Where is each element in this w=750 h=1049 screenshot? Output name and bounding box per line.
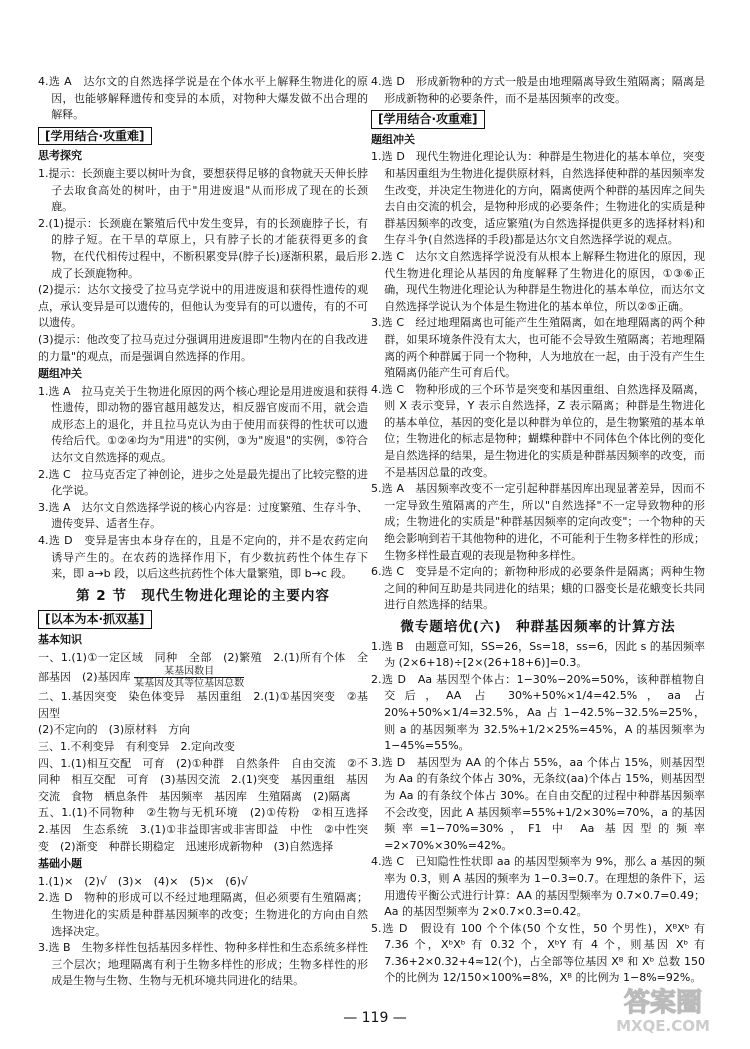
subheading: 基本知识	[38, 633, 82, 646]
section-heading: [学用结合·攻重难]	[38, 127, 152, 146]
answer-paragraph: (2)提示：达尔文接受了拉马克学说中的用进废退和获得性遗传的观点，承认变异是可以遗传的，但他认为变异有的可以遗传，有的不可以遗传。	[38, 283, 368, 330]
answer-paragraph: 1.提示：长颈鹿主要以树叶为食，要想获得足够的食物就天天伸长脖子去取食高处的树叶，由于"用进废退"从而形成了现在的长颈鹿。	[38, 166, 368, 214]
answer-paragraph: 1.选 B 由题意可知，SS=26，Ss=18，ss=6，因此 s 的基因频率为 (2×6+18)÷[2×(26+18+6)]=0.3。	[371, 639, 705, 670]
watermark-logo	[598, 981, 728, 1037]
answer-paragraph: 2.选 C 达尔文自然选择学说没有从根本上解释生物进化的原因，现代生物进化理论从基因的角度解释了生物进化的原因，①③⑥正确，现代生物进化理论认为种群是生物进化的基本单位，而达尔文自然选择学说认为个体是生物进化的基本单位，所以②⑤正确。	[371, 249, 705, 313]
watermark-line1: 答案圈	[623, 988, 703, 1018]
answer-paragraph: 4.选 D 形成新物种的方式一般是由地理隔离导致生殖隔离；隔离是形成新物种的必要条件，而不是基因频率的改变。	[371, 75, 705, 105]
subheading: 思考探究	[38, 149, 82, 163]
section-heading-text: 学用结合·攻重难	[383, 112, 473, 127]
answer-paragraph: 5.选 A 基因频率改变不一定引起种群基因库出现显著差异，因而不一定导致生殖隔离的产生，所以"自然选择"不一定导致物种的形成；生物进化的实质是"种群基因频率的定向改变"；一个物种的天绝会影响到若干其他物种的进化，不可能利于生物多样性的形成；生物多样性最直观的表现是物种多样性。	[371, 482, 705, 562]
answer-paragraph: 4.选 C 已知隐性性状即 aa 的基因型频率为 9%，那么 a 基因的频率为 0.3，则 A 基因的频率为 1−0.3=0.7。在理想的条件下，运用遗传平衡公式进行计算：AA 的基因型频率为 0.7×0.7=0.49；Aa 的基因型频率为 2×0.7×0.3=0.42。	[371, 855, 705, 919]
subheading: 基础小题	[38, 857, 82, 871]
section-heading: [以本为本·抓双基]	[38, 610, 152, 629]
answer-paragraph: 4.选 C 物种形成的三个环节是突变和基因重组、自然选择及隔离，则 X 表示变异，Y 表示自然选择，Z 表示隔离；种群是生物进化的基本单位，基因的变化是以种群为单位的，是生物繁殖的基本单位；生物进化的标志是物种；蝴蝶种群中不同体色个体比例的变化是自然选择的结果，是生物进化的实质是种群基因频率的改变，而不是基因总量的改变。	[371, 382, 705, 479]
answer-paragraph	[38, 650, 368, 690]
page-number: — 119 —	[343, 1010, 407, 1026]
answer-paragraph: 2.选 C 拉马克否定了神创论，进步之处是最先提出了比较完整的进化学说。	[38, 467, 368, 498]
answer-paragraph: 三、1.不利变异 有利变异 2.定向改变	[38, 739, 235, 753]
answer-paragraph: (3)提示：他改变了拉马克过分强调用进废退即"生物内在的自我改进的力量"的观点，而是强调自然选择的作用。	[38, 332, 368, 363]
subheading: 题组冲关	[38, 367, 82, 381]
answer-paragraph: 1.(1)× (2)√ (3)× (4)× (5)× (6)√	[38, 874, 248, 888]
knowledge-line: 一、1.(1)①一定区域 同种 全部 (2)繁殖 2.(1)所有个体 全部基因 (2)基因库	[38, 650, 368, 684]
answer-paragraph: 6.选 C 变异是不定向的；新物种形成的必要条件是隔离；两种生物之间的种间互助是共同进化的结果；蛾的口器变长是花蛾变长共同进行自然选择的结果。	[371, 565, 705, 612]
answer-paragraph: 五、1.(1)不同物种 ②生物与无机环境 (2)①传粉 ②相互选择 2.基因 生态系统 3.(1)①非益即害或非害即益 中性 ②中性突变 (2)渐变 种群长期稳定 迅速形成新物种 (3)自然选择	[38, 806, 379, 853]
fraction	[134, 666, 244, 689]
section-heading-text: 学用结合·攻重难	[50, 128, 140, 143]
answer-paragraph: 二、1.基因突变 染色体变异 基因重组 2.(1)①基因突变 ②基因型	[38, 690, 368, 720]
left-column	[38, 74, 379, 990]
section-heading: [学用结合·攻重难]	[371, 110, 485, 129]
answer-paragraph: 4.选 A 达尔文的自然选择学说是在个体水平上解释生物进化的原因，也能够解释遗传和变异的本质，对物种大爆发做不出合理的解释。	[38, 75, 368, 122]
answer-paragraph: 四、1.(1)相互交配 可育 (2)①种群 自然条件 自由交流 ②不同种 相互交配 可育 (3)基因交流 2.(1)突变 基因重组 基因交流 食物 栖息条件 基因频率 基因库 生殖隔离 (2)隔离	[38, 756, 368, 803]
answer-paragraph: (2)不定向的 (3)原材料 方向	[38, 723, 191, 737]
watermark-line2: MXQE.COM	[616, 1017, 710, 1035]
answer-paragraph: 1.选 A 拉马克关于生物进化原因的两个核心理论是用进废退和获得性遗传，即动物的器官越用越发达，相反器官废而不用，就会造成形态上的退化，并且拉马克认为由于使用而获得的性状可以遗传给后代。①②④均为"用进"的实例，③为"废退"的实例，⑤符合达尔文自然选择的观点。	[38, 384, 368, 465]
answer-paragraph: 3.选 A 达尔文自然选择学说的核心内容是：过度繁殖、生存斗争、遗传变异、适者生存。	[38, 500, 368, 531]
answer-paragraph: 2.选 D 物种的形成可以不经过地理隔离，但必须要有生殖隔离；生物进化的实质是种群基因频率的改变；生物进化的方向由自然选择决定。	[38, 891, 368, 938]
answer-paragraph: 3.选 C 经过地理隔离也可能产生生殖隔离，如在地理隔离的两个种群，如果环境条件没有太大，也可能不会导致生殖隔离；若地理隔离的两个种群属于同一个物种，人为地放在一起，由于没有产生生殖隔离仍能产生可育后代。	[371, 316, 705, 380]
section-heading-text: 以本为本·抓双基	[50, 612, 140, 627]
chapter-title: 第 2 节 现代生物进化理论的主要内容	[76, 587, 330, 604]
subheading: 题组冲关	[371, 132, 415, 146]
right-column	[371, 74, 705, 987]
answer-paragraph: 3.选 B 生物多样性包括基因多样性、物种多样性和生态系统多样性三个层次；地理隔离有利于生物多样性的形成；生物多样性的形成是生物与生物、生物与无机环境共同进化的结果。	[38, 941, 368, 988]
answer-paragraph: 3.选 D 基因型为 AA 的个体占 55%，aa 个体占 15%，则基因型为 Aa 的有条纹个体占 30%，无条纹(aa)个体占 15%，则基因型为 Aa 的有条纹个体占 30%。在自由交配的过程中种群基因频率不会改变，因此 A 基因频率=55%+1/2×30%=70%，a 的基因频率=1−70%=30%，F1 中 Aa 基因型的频率=2×70%×30%=42%。	[371, 755, 705, 852]
fraction-numerator: 某基因数目	[134, 666, 244, 678]
answer-paragraph: 4.选 D 变异是害虫本身存在的，且是不定向的，并不是农药定向诱导产生的。在农药的选择作用下，有少数抗药性个体生存下来，即 a→b 段，以后这些抗药性个体大量繁殖，即 b→c 段。	[38, 534, 368, 581]
answer-paragraph: 5.选 D 假设有 100 个个体(50 个女性，50 个男性)，XᴮXᵇ 有 7.36 个，XᵇXᵇ 有 0.32 个，XᵇY 有 4 个，则基因 Xᵇ 有 7.36+2×0.32+4≈12(个)，占全部等位基因 Xᴮ 和 Xᵇ 总数 150 个的比例为 12/150×100%=8%，Xᴮ 的比例为 1−8%=92%。	[371, 921, 705, 985]
chapter-title: 微专题培优(六) 种群基因频率的计算方法	[400, 619, 676, 635]
answer-paragraph: 2.(1)提示：长颈鹿在繁殖后代中发生变异，有的长颈鹿脖子长，有的脖子短。在干旱的草原上，只有脖子长的才能获得更多的食物，在代代相传过程中，不断积累变异(脖子长)逐渐积累，最后形成了长颈鹿物种。	[38, 216, 368, 280]
answer-paragraph: 2.选 D Aa 基因型个体占：1−30%−20%=50%，该种群植物自交后，AA 占 30%+50%×1/4=42.5%，aa 占 20%+50%×1/4=32.5%，Aa 占 1−42.5%−32.5%=25%，则 a 的基因频率为 32.5%+1/2×25%=45%，A 的基因频率为 1−45%=55%。	[371, 672, 705, 753]
answer-paragraph: 1.选 D 现代生物进化理论认为：种群是生物进化的基本单位，突变和基因重组为生物进化提供原材料，自然选择使种群的基因频率发生改变，并决定生物进化的方向，隔离使两个种群的基因库之间失去自由交流的机会，是物种形成的必要条件；生物进化的实质是种群基因频率的改变，适应繁殖(为自然选择提供更多的选择材料)和生存斗争(自然选择的手段)都是达尔文自然选择学说的观点。	[371, 150, 705, 247]
fraction-denominator: 某基因及其等位基因总数	[134, 678, 245, 690]
